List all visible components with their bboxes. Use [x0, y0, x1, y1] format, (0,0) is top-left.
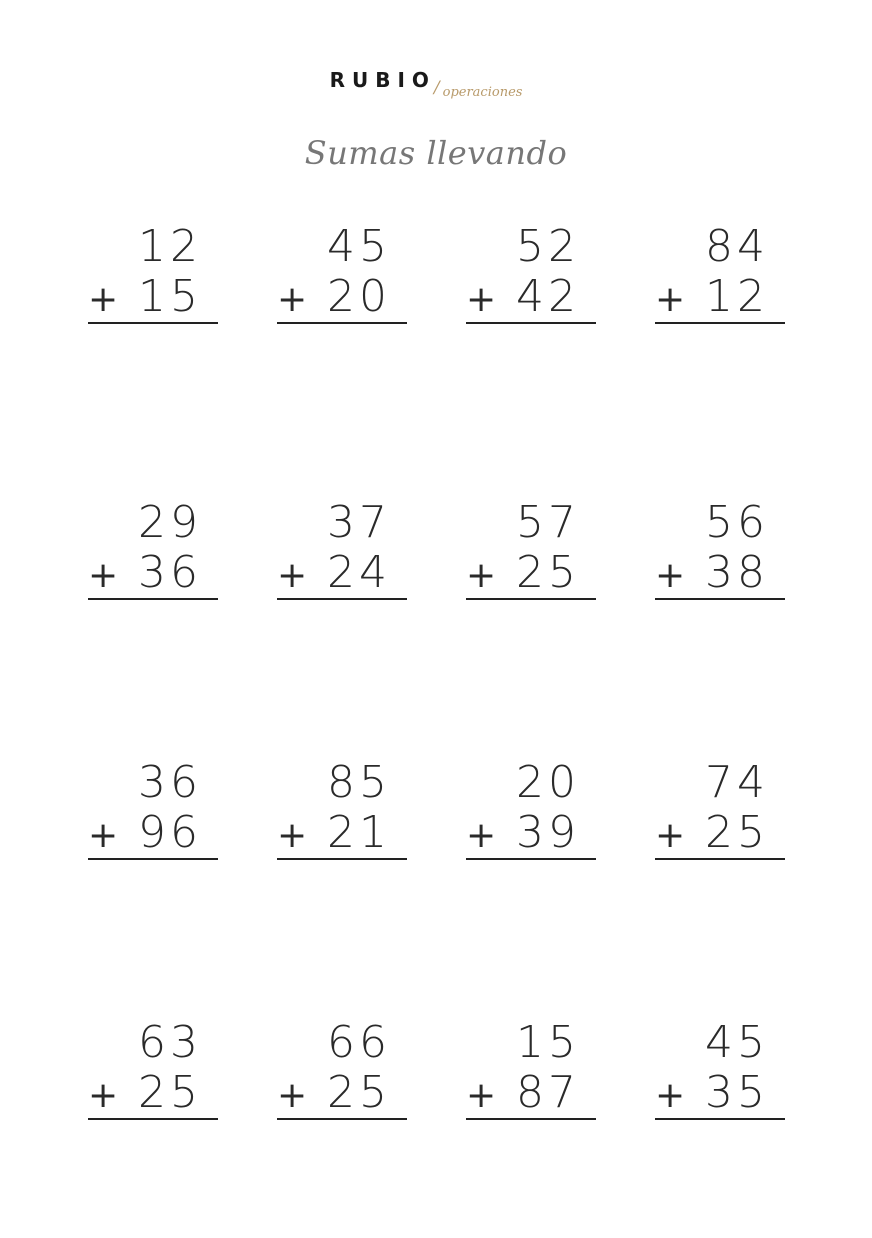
sum-line — [277, 598, 407, 600]
sum-line — [277, 322, 407, 324]
plus-sign: + — [277, 1075, 308, 1116]
addend-top: 66 — [327, 1017, 391, 1068]
sum-line — [277, 1118, 407, 1120]
plus-sign: + — [466, 1075, 497, 1116]
sum-line — [655, 1118, 785, 1120]
plus-sign: + — [277, 815, 308, 856]
addition-problem — [277, 1018, 407, 1122]
addend-top: 56 — [705, 497, 769, 548]
addend-bottom: 12 — [705, 271, 769, 322]
addition-problem — [88, 222, 218, 326]
addend-top: 74 — [705, 757, 769, 808]
problem-row — [88, 498, 788, 608]
addend-bottom: 38 — [705, 547, 769, 598]
addend-top: 52 — [516, 221, 580, 272]
sum-line — [466, 858, 596, 860]
sum-line — [466, 1118, 596, 1120]
header — [0, 68, 872, 100]
addend-bottom: 25 — [516, 547, 580, 598]
problem-row — [88, 758, 788, 868]
plus-sign: + — [655, 815, 686, 856]
brand-logo — [329, 68, 523, 100]
addend-bottom: 35 — [705, 1067, 769, 1118]
addend-top: 57 — [516, 497, 580, 548]
addend-bottom: 39 — [516, 807, 580, 858]
addition-problem — [655, 498, 785, 602]
addend-bottom: 96 — [138, 807, 202, 858]
sum-line — [88, 858, 218, 860]
plus-sign: + — [466, 815, 497, 856]
addend-bottom: 87 — [516, 1067, 580, 1118]
page-title: Sumas llevando — [304, 134, 568, 172]
addend-bottom: 20 — [327, 271, 391, 322]
addend-top: 85 — [327, 757, 391, 808]
addition-problem — [466, 222, 596, 326]
addend-top: 36 — [138, 757, 202, 808]
addend-top: 37 — [327, 497, 391, 548]
plus-sign: + — [466, 279, 497, 320]
brand-subtitle: operaciones — [442, 85, 523, 100]
sum-line — [277, 858, 407, 860]
brand-name: RUBIO — [329, 68, 436, 92]
addition-problem — [88, 758, 218, 862]
plus-sign: + — [655, 1075, 686, 1116]
addend-bottom: 25 — [327, 1067, 391, 1118]
addend-bottom: 25 — [705, 807, 769, 858]
addend-top: 15 — [516, 1017, 580, 1068]
plus-sign: + — [277, 279, 308, 320]
sum-line — [88, 598, 218, 600]
addend-bottom: 21 — [327, 807, 391, 858]
addend-top: 12 — [138, 221, 202, 272]
sum-line — [88, 1118, 218, 1120]
problem-row — [88, 1018, 788, 1128]
plus-sign: + — [655, 555, 686, 596]
addition-problem — [277, 758, 407, 862]
addition-problem — [466, 758, 596, 862]
addend-bottom: 42 — [516, 271, 580, 322]
sum-line — [466, 598, 596, 600]
addition-problem — [277, 498, 407, 602]
brand-slash: / — [433, 78, 440, 98]
addition-problem — [655, 1018, 785, 1122]
addend-top: 45 — [327, 221, 391, 272]
sum-line — [655, 858, 785, 860]
addition-problem — [277, 222, 407, 326]
sum-line — [466, 322, 596, 324]
addition-problem — [88, 1018, 218, 1122]
addend-bottom: 15 — [138, 271, 202, 322]
sum-line — [655, 598, 785, 600]
plus-sign: + — [88, 815, 119, 856]
plus-sign: + — [655, 279, 686, 320]
plus-sign: + — [88, 555, 119, 596]
addend-top: 84 — [705, 221, 769, 272]
addend-bottom: 36 — [138, 547, 202, 598]
addition-problem — [655, 758, 785, 862]
addend-top: 29 — [138, 497, 202, 548]
sum-line — [655, 322, 785, 324]
plus-sign: + — [88, 279, 119, 320]
addend-top: 20 — [516, 757, 580, 808]
addition-problem — [655, 222, 785, 326]
sum-line — [88, 322, 218, 324]
plus-sign: + — [88, 1075, 119, 1116]
addend-top: 45 — [705, 1017, 769, 1068]
problem-row — [88, 222, 788, 332]
plus-sign: + — [277, 555, 308, 596]
addend-top: 63 — [138, 1017, 202, 1068]
addition-problem — [88, 498, 218, 602]
addend-bottom: 25 — [138, 1067, 202, 1118]
addition-problem — [466, 1018, 596, 1122]
addend-bottom: 24 — [327, 547, 391, 598]
plus-sign: + — [466, 555, 497, 596]
addition-problem — [466, 498, 596, 602]
